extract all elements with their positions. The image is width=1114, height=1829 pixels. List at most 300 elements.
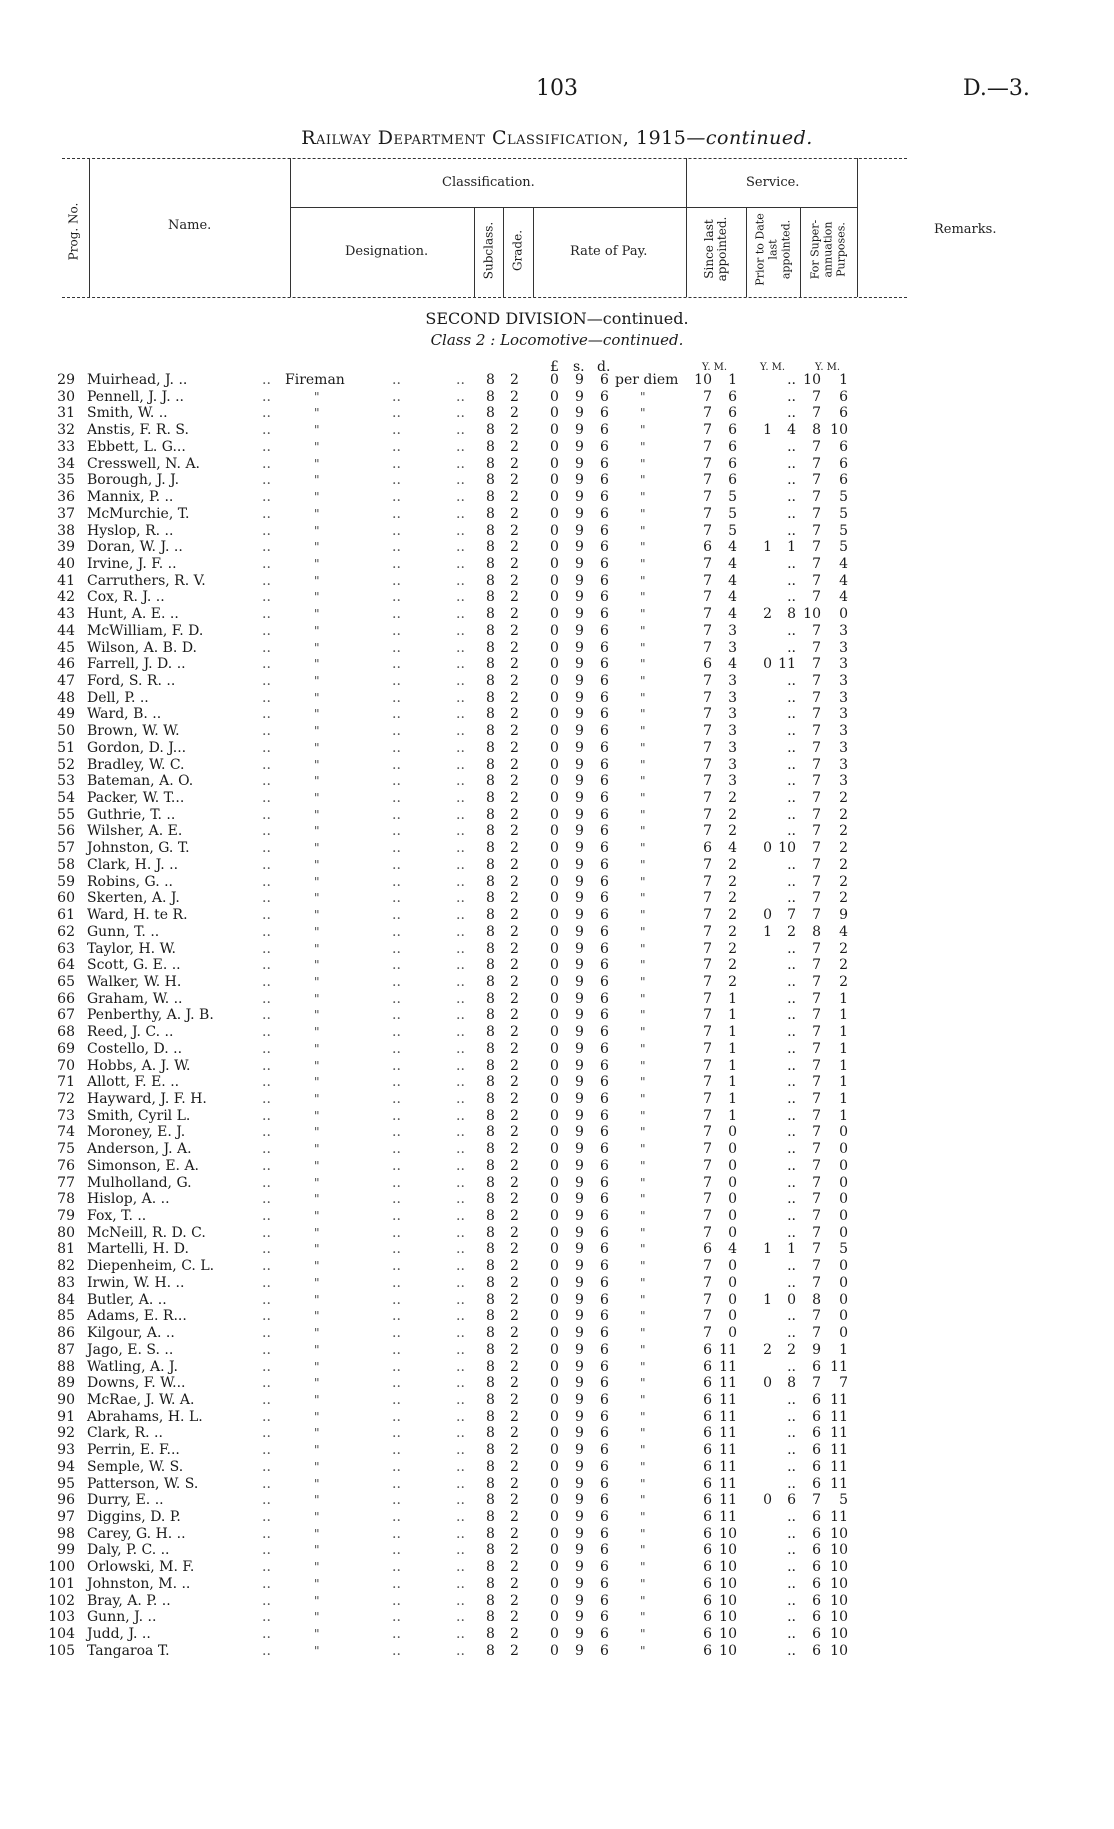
grade-cell: 2 [510,1575,519,1592]
leader-dots: .. [456,1141,465,1158]
since-years-cell: 6 [703,1609,712,1626]
prog-no-cell: 104 [48,1626,75,1642]
subclass-cell: 8 [486,840,495,857]
pay-pence-cell: 6 [600,1124,609,1141]
prog-no-cell: 62 [57,923,75,940]
since-months-cell: 3 [728,622,737,639]
header-top-rule [62,158,907,159]
grade-cell: 2 [510,890,519,907]
header-mid-rule [290,207,857,208]
since-months-cell: 3 [728,723,737,740]
prog-no-cell: 34 [57,455,75,472]
name-cell: Gunn, J. .. [87,1609,157,1626]
pay-period-cell: " [640,456,646,471]
leader-dots: .. [262,1559,271,1576]
pay-period-cell: " [640,1209,646,1223]
table-row [0,1074,1114,1091]
leader-dots: .. [392,1007,401,1024]
subclass-cell: 8 [486,1525,495,1542]
designation-cell: " [314,690,320,705]
super-months-cell: 3 [839,773,848,790]
name-cell: Tangaroa T. [87,1642,170,1659]
super-months-cell: 1 [839,1091,848,1107]
super-years-cell: 6 [812,1609,821,1626]
super-years-cell: 7 [812,990,821,1007]
super-years-cell: 7 [812,1124,821,1141]
pay-shillings-cell: 9 [575,1191,584,1208]
prog-no-cell: 91 [57,1408,75,1425]
prog-no-cell: 60 [57,890,75,907]
since-years-cell: 7 [703,890,712,907]
super-months-cell: 3 [839,723,848,740]
table-row [0,1576,1114,1593]
super-years-cell: 7 [812,806,821,823]
since-months-cell: 4 [728,840,737,857]
since-months-cell: 10 [719,1592,737,1609]
prior-months-cell: .. [787,555,796,572]
subclass-cell: 8 [486,1542,495,1559]
designation-cell: " [314,423,320,438]
name-cell: Smith, Cyril L. [87,1107,191,1124]
pay-period-cell: " [640,1058,646,1073]
name-cell: Mannix, P. .. [87,489,174,505]
leader-dots: .. [262,873,271,890]
subclass-cell: 8 [486,1040,495,1057]
super-years-cell: 7 [812,1241,821,1258]
grade-cell: 2 [510,1241,519,1258]
pay-pence-cell: 6 [600,1157,609,1174]
pay-pence-cell: 6 [600,1007,609,1024]
subclass-cell: 8 [486,1141,495,1158]
leader-dots: .. [392,372,401,388]
prior-months-cell: .. [787,773,796,790]
subclass-cell: 8 [486,1241,495,1258]
prior-months-cell: .. [787,438,796,455]
leader-dots: .. [392,673,401,689]
pay-period-cell: " [640,1125,646,1140]
prior-months-cell: .. [787,1358,796,1375]
pay-shillings-cell: 9 [575,940,584,957]
subclass-cell: 8 [486,472,495,489]
prog-no-cell: 94 [57,1458,75,1475]
subclass-cell: 8 [486,455,495,472]
since-years-cell: 7 [703,606,712,623]
since-months-cell: 6 [728,422,737,439]
pay-pence-cell: 6 [600,372,609,388]
super-months-cell: 4 [839,555,848,572]
prior-years-cell: 2 [763,606,772,623]
prior-months-cell: 11 [778,656,796,673]
name-cell: Diepenheim, C. L. [87,1258,215,1275]
since-months-cell: 11 [719,1442,737,1459]
prior-months-cell: .. [787,1074,796,1091]
since-years-cell: 7 [703,990,712,1007]
leader-dots: .. [262,472,271,489]
grade-cell: 2 [510,1509,519,1525]
prog-no-cell: 58 [57,856,75,873]
pay-period-cell: " [640,1359,646,1374]
leader-dots: .. [392,923,401,940]
designation-cell: " [314,891,320,906]
since-months-cell: 5 [728,489,737,505]
super-years-cell: 7 [812,907,821,923]
table-row [0,389,1114,406]
leader-dots: .. [262,1157,271,1174]
name-cell: Daly, P. C. .. [87,1542,170,1559]
grade-cell: 2 [510,1024,519,1041]
super-years-cell: 7 [812,1174,821,1191]
leader-dots: .. [392,489,401,505]
leader-dots: .. [392,1325,401,1341]
super-months-cell: 5 [839,522,848,539]
grade-cell: 2 [510,505,519,522]
leader-dots: .. [262,1241,271,1258]
prior-years-cell: 0 [763,907,772,923]
subclass-cell: 8 [486,572,495,589]
designation-cell: " [314,1058,320,1073]
super-years-cell: 7 [812,472,821,489]
table-row [0,790,1114,807]
leader-dots: .. [392,622,401,639]
pay-pounds-cell: 0 [550,1124,559,1141]
leader-dots: .. [456,907,465,923]
super-years-cell: 7 [812,555,821,572]
leader-dots: .. [392,505,401,522]
prior-months-cell: .. [787,1258,796,1275]
pay-shillings-cell: 9 [575,756,584,773]
leader-dots: .. [262,1358,271,1375]
table-row [0,606,1114,623]
since-months-cell: 1 [728,1057,737,1074]
leader-dots: .. [392,1174,401,1191]
leader-dots: .. [262,539,271,556]
subclass-cell: 8 [486,1458,495,1475]
since-years-cell: 6 [703,1626,712,1642]
table-row [0,840,1114,857]
leader-dots: .. [262,773,271,790]
since-months-cell: 3 [728,756,737,773]
subclass-cell: 8 [486,555,495,572]
subclass-cell: 8 [486,505,495,522]
pay-period-cell: " [640,1560,646,1575]
designation-cell: " [314,623,320,638]
pay-pounds-cell: 0 [550,1592,559,1609]
table-row [0,723,1114,740]
table-row [0,740,1114,757]
since-months-cell: 1 [728,372,737,388]
name-cell: Muirhead, J. .. [87,372,188,388]
designation-cell: " [314,1008,320,1023]
pay-period-cell: " [640,791,646,805]
since-years-cell: 7 [703,706,712,723]
super-months-cell: 10 [830,1575,848,1592]
pay-pounds-cell: 0 [550,1425,559,1442]
super-years-cell: 7 [812,388,821,405]
pay-period-cell: " [640,1175,646,1190]
subclass-cell: 8 [486,639,495,656]
super-months-cell: 3 [839,673,848,689]
super-years-cell: 6 [812,1358,821,1375]
name-cell: McNeill, R. D. C. [87,1224,206,1241]
leader-dots: .. [392,1592,401,1609]
designation-cell: " [314,740,320,755]
subclass-cell: 8 [486,539,495,556]
super-months-cell: 5 [839,539,848,556]
since-years-cell: 6 [703,656,712,673]
grade-cell: 2 [510,606,519,623]
subclass-cell: 8 [486,1157,495,1174]
prog-no-cell: 48 [57,689,75,706]
since-months-cell: 10 [719,1626,737,1642]
table-row [0,539,1114,556]
leader-dots: .. [456,739,465,756]
pay-pounds-cell: 0 [550,1040,559,1057]
since-months-cell: 0 [728,1325,737,1341]
leader-dots: .. [392,572,401,589]
pay-period-cell: " [640,573,646,588]
leader-dots: .. [262,1040,271,1057]
pay-period-cell: " [640,841,646,856]
header-divider [857,158,858,297]
pay-shillings-cell: 9 [575,372,584,388]
grade-cell: 2 [510,489,519,505]
since-years-cell: 7 [703,1208,712,1224]
leader-dots: .. [392,1525,401,1542]
super-months-cell: 11 [830,1458,848,1475]
since-years-cell: 7 [703,723,712,740]
name-cell: Diggins, D. P. [87,1509,181,1525]
table-row [0,1359,1114,1376]
leader-dots: .. [392,405,401,422]
prior-months-cell: 8 [787,606,796,623]
super-months-cell: 1 [839,1024,848,1041]
leader-dots: .. [392,823,401,840]
leader-dots: .. [456,1107,465,1124]
leader-dots: .. [392,639,401,656]
name-cell: Irwin, W. H. .. [87,1274,185,1291]
name-cell: Taylor, H. W. [87,940,176,957]
super-months-cell: 2 [839,790,848,806]
designation-cell: " [314,1242,320,1257]
prior-months-cell: .. [787,405,796,422]
leader-dots: .. [392,388,401,405]
pay-shillings-cell: 9 [575,656,584,673]
name-cell: Abrahams, H. L. [87,1408,203,1425]
subclass-cell: 8 [486,1575,495,1592]
prog-no-cell: 61 [57,907,75,923]
super-months-cell: 0 [839,1224,848,1241]
leader-dots: .. [456,1592,465,1609]
name-cell: Adams, E. R... [87,1308,187,1325]
leader-dots: .. [456,639,465,656]
subclass-cell: 8 [486,1475,495,1492]
grade-cell: 2 [510,1191,519,1208]
pay-shillings-cell: 9 [575,1408,584,1425]
pay-period-cell: " [640,690,646,705]
subclass-cell: 8 [486,656,495,673]
since-months-cell: 6 [728,405,737,422]
leader-dots: .. [456,438,465,455]
pay-pence-cell: 6 [600,656,609,673]
pay-pence-cell: 6 [600,555,609,572]
prog-no-cell: 83 [57,1274,75,1291]
prior-months-cell: .. [787,723,796,740]
prior-years-cell: 1 [763,923,772,940]
prog-no-cell: 36 [57,489,75,505]
table-row [0,1292,1114,1309]
leader-dots: .. [456,723,465,740]
pay-period-cell: per diem [615,372,679,388]
leader-dots: .. [262,1274,271,1291]
since-years-cell: 6 [703,1341,712,1358]
leader-dots: .. [392,1241,401,1258]
table-row [0,1191,1114,1208]
designation-cell: " [314,707,320,722]
since-years-cell: 7 [703,1091,712,1107]
subclass-cell: 8 [486,890,495,907]
grade-cell: 2 [510,656,519,673]
pay-period-cell: " [640,523,646,538]
leader-dots: .. [456,923,465,940]
prog-no-cell: 42 [57,589,75,606]
subclass-cell: 8 [486,723,495,740]
designation-cell: " [314,1225,320,1240]
since-years-cell: 7 [703,622,712,639]
leader-dots: .. [392,1308,401,1325]
leader-dots: .. [262,606,271,623]
pay-pounds-cell: 0 [550,1375,559,1392]
pay-shillings-cell: 9 [575,1007,584,1024]
prior-months-cell: .. [787,1525,796,1542]
name-cell: Watling, A. J. [87,1358,178,1375]
grade-cell: 2 [510,1157,519,1174]
super-years-cell: 7 [812,489,821,505]
pay-shillings-cell: 9 [575,1358,584,1375]
super-years-cell: 7 [812,739,821,756]
prior-months-cell: .. [787,1542,796,1559]
since-years-cell: 7 [703,689,712,706]
super-years-cell: 7 [812,455,821,472]
leader-dots: .. [392,907,401,923]
leader-dots: .. [456,1091,465,1107]
super-months-cell: 10 [830,1642,848,1659]
designation-cell: " [314,991,320,1006]
name-cell: Butler, A. .. [87,1291,167,1308]
pay-pence-cell: 6 [600,1559,609,1576]
prog-no-cell: 89 [57,1375,75,1392]
since-months-cell: 4 [728,656,737,673]
leader-dots: .. [392,1575,401,1592]
pay-period-cell: " [640,1242,646,1257]
leader-dots: .. [262,589,271,606]
designation-cell: " [314,1092,320,1106]
super-months-cell: 0 [839,1124,848,1141]
pay-shillings-cell: 9 [575,1559,584,1576]
name-cell: Doran, W. J. .. [87,539,183,556]
grade-cell: 2 [510,1425,519,1442]
pay-shillings-cell: 9 [575,606,584,623]
name-cell: Simonson, E. A. [87,1157,199,1174]
grade-cell: 2 [510,1559,519,1576]
subclass-cell: 8 [486,1408,495,1425]
leader-dots: .. [456,689,465,706]
unit-super-ym: Y. M. [815,362,841,373]
leader-dots: .. [456,673,465,689]
prior-months-cell: 2 [787,923,796,940]
since-years-cell: 7 [703,388,712,405]
table-row [0,1275,1114,1292]
pay-pounds-cell: 0 [550,1475,559,1492]
designation-cell: " [314,456,320,471]
grade-cell: 2 [510,572,519,589]
name-cell: Reed, J. C. .. [87,1024,174,1041]
super-years-cell: 7 [812,1074,821,1091]
name-cell: Semple, W. S. [87,1458,184,1475]
pay-pence-cell: 6 [600,539,609,556]
since-years-cell: 7 [703,907,712,923]
pay-pence-cell: 6 [600,890,609,907]
subclass-cell: 8 [486,773,495,790]
table-row [0,1492,1114,1509]
super-years-cell: 7 [812,1325,821,1341]
table-row [0,1593,1114,1610]
table-row [0,1409,1114,1426]
table-row [0,1342,1114,1359]
leader-dots: .. [262,957,271,974]
grade-cell: 2 [510,1040,519,1057]
leader-dots: .. [262,1057,271,1074]
leader-dots: .. [456,1425,465,1442]
pay-period-cell: " [640,874,646,889]
pay-pence-cell: 6 [600,405,609,422]
designation-cell: " [314,757,320,772]
grade-cell: 2 [510,1258,519,1275]
prog-no-cell: 76 [57,1157,75,1174]
super-months-cell: 2 [839,890,848,907]
since-years-cell: 6 [703,1509,712,1525]
pay-shillings-cell: 9 [575,856,584,873]
since-years-cell: 6 [703,1458,712,1475]
leader-dots: .. [456,1258,465,1275]
header-since-last: Since last appointed. [702,216,729,282]
pay-pounds-cell: 0 [550,706,559,723]
leader-dots: .. [456,1458,465,1475]
super-years-cell: 7 [812,873,821,890]
name-cell: McRae, J. W. A. [87,1391,195,1408]
grade-cell: 2 [510,639,519,656]
pay-pence-cell: 6 [600,706,609,723]
pay-pounds-cell: 0 [550,1107,559,1124]
leader-dots: .. [262,372,271,388]
super-years-cell: 7 [812,1107,821,1124]
designation-cell: " [314,1275,320,1290]
pay-period-cell: " [640,1526,646,1541]
leader-dots: .. [262,1375,271,1392]
super-months-cell: 4 [839,572,848,589]
leader-dots: .. [392,739,401,756]
since-years-cell: 7 [703,472,712,489]
pay-shillings-cell: 9 [575,1308,584,1325]
super-months-cell: 0 [839,1258,848,1275]
name-cell: Smith, W. .. [87,405,168,422]
name-cell: Bradley, W. C. [87,756,185,773]
since-years-cell: 6 [703,1592,712,1609]
super-years-cell: 7 [812,840,821,857]
leader-dots: .. [262,455,271,472]
pay-pounds-cell: 0 [550,1575,559,1592]
since-years-cell: 6 [703,1425,712,1442]
prog-no-cell: 98 [57,1525,75,1542]
